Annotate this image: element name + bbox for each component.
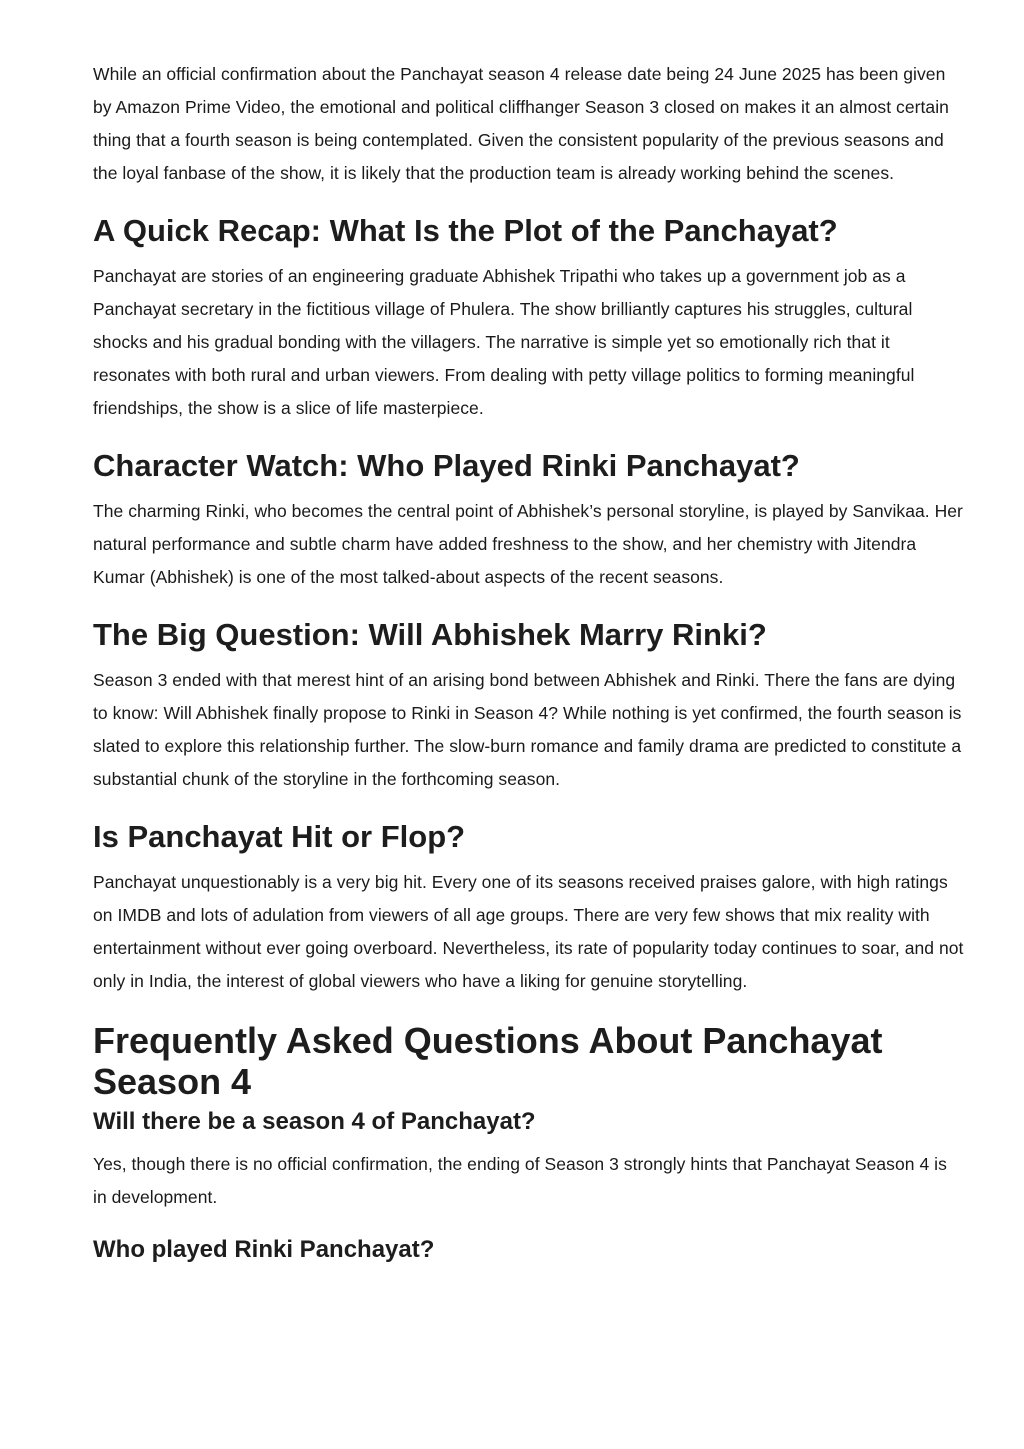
section-heading-marriage-question: The Big Question: Will Abhishek Marry Rinki?	[93, 617, 767, 652]
section-paragraph-marriage-question: Season 3 ended with that merest hint of an arising bond between Abhishek and Rinki. There the fans are dying to know: Will Abhishek finally propose to Rinki in Season 4? While nothing is yet confirmed, the fourth season is slated to explore this relationship further. The slow-burn romance and family drama are predicted to constitute a substantial chunk of the storyline in the forthcoming season.	[93, 670, 962, 789]
faq-answer: Yes, though there is no official confirmation, the ending of Season 3 strongly hints that Panchayat Season 4 is in development.	[93, 1154, 947, 1207]
faq-question: Will there be a season 4 of Panchayat?	[93, 1108, 536, 1135]
section-paragraph-plot-recap: Panchayat are stories of an engineering graduate Abhishek Tripathi who takes up a government job as a Panchayat secretary in the fictitious village of Phulera. The show brilliantly captures his struggles, cultural shocks and his gradual bonding with the villagers. The narrative is simple yet so emotionally rich that it resonates with both rural and urban viewers. From dealing with petty village politics to forming meaningful friendships, the show is a slice of life masterpiece.	[93, 266, 915, 418]
faq-question: Who played Rinki Panchayat?	[93, 1236, 435, 1263]
section-paragraph-rinki-actor: The charming Rinki, who becomes the central point of Abhishek’s personal storyline, is played by Sanvikaa. Her natural performance and subtle charm have added freshness to the show, and her chemistry with Jitendra Kumar (Abhishek) is one of the most talked-about aspects of the recent seasons.	[93, 501, 963, 587]
section-heading-rinki-actor: Character Watch: Who Played Rinki Panchayat?	[93, 448, 800, 483]
intro-paragraph: While an official confirmation about the Panchayat season 4 release date being 24 June 2025 has been given by Amazon Prime Video, the emotional and political cliffhanger Season 3 closed on makes it an almost certain thing that a fourth season is being contemplated. Given the consistent popularity of the previous seasons and the loyal fanbase of the show, it is likely that the production team is already working behind the scenes.	[93, 64, 949, 183]
faq-title: Frequently Asked Questions About Panchayat Season 4	[93, 1020, 883, 1102]
section-heading-hit-or-flop: Is Panchayat Hit or Flop?	[93, 819, 466, 854]
section-paragraph-hit-or-flop: Panchayat unquestionably is a very big hit. Every one of its seasons received praises galore, with high ratings on IMDB and lots of adulation from viewers of all age groups. There are very few shows that mix reality with entertainment without ever going overboard. Nevertheless, its rate of popularity today continues to soar, and not only in India, the interest of global viewers who have a liking for genuine storytelling.	[93, 872, 964, 991]
section-heading-plot-recap: A Quick Recap: What Is the Plot of the Panchayat?	[93, 213, 838, 248]
